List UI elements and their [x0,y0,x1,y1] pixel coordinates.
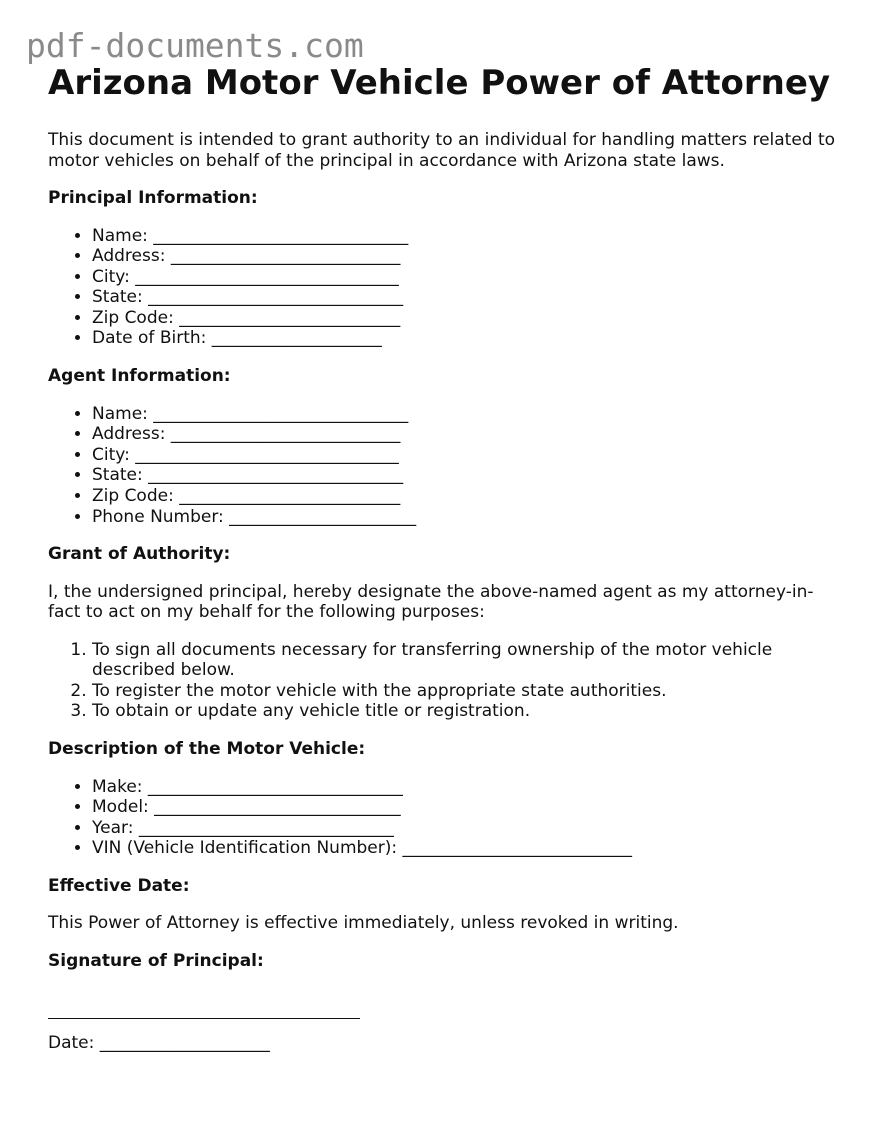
effective-paragraph: This Power of Attorney is effective immediately, unless revoked in writing. [48,913,679,934]
agent-heading: Agent Information: [48,366,231,387]
watermark: pdf-documents.com [26,26,364,65]
grant-heading: Grant of Authority: [48,544,231,565]
purposes-list [48,640,838,722]
principal-heading: Principal Information: [48,188,258,208]
purpose-item: 1. To sign all documents necessary for transferring ownership of the motor vehicle described below. [92,640,838,681]
principal-list [48,226,838,350]
intro-paragraph: This document is intended to grant authority to an individual for handling matters related to motor vehicles on behalf of the principal in accordance with Arizona state laws. [48,130,836,171]
agent-list [48,404,838,528]
document-page [48,62,838,1054]
purpose-item: 2. To register the motor vehicle with the appropriate state authorities. [92,681,838,702]
agent-city-field[interactable]: • City: _______________________________ [92,445,838,466]
principal-dob-field[interactable]: • Date of Birth: ____________________ [92,328,838,349]
document-title: Arizona Motor Vehicle Power of Attorney [48,63,831,103]
vehicle-year-field[interactable]: • Year: ______________________________ [92,818,838,839]
principal-name-field[interactable]: • Name: ______________________________ [92,226,838,247]
grant-paragraph: I, the undersigned principal, hereby designate the above-named agent as my attorney-in-fact to act on my behalf for the following purposes: [48,581,814,623]
vehicle-heading: Description of the Motor Vehicle: [48,739,366,759]
principal-state-field[interactable]: • State: ______________________________ [92,287,838,308]
principal-zip-field[interactable]: • Zip Code: __________________________ [92,308,838,329]
signature-date-field[interactable]: Date: ____________________ [48,1033,270,1054]
signature-heading: Signature of Principal: [48,950,264,971]
principal-city-field[interactable]: • City: _______________________________ [92,267,838,288]
vehicle-list [48,777,838,859]
agent-phone-field[interactable]: • Phone Number: ______________________ [92,507,838,528]
principal-address-field[interactable]: • Address: ___________________________ [92,246,838,267]
vehicle-vin-field[interactable]: • VIN (Vehicle Identification Number): ___________________________ [92,838,838,859]
agent-name-field[interactable]: • Name: ______________________________ [92,404,838,425]
vehicle-make-field[interactable]: • Make: ______________________________ [92,777,838,798]
effective-heading: Effective Date: [48,875,190,896]
agent-state-field[interactable]: • State: ______________________________ [92,465,838,486]
signature-line[interactable] [48,998,360,1019]
agent-zip-field[interactable]: • Zip Code: __________________________ [92,486,838,507]
purpose-item: 3. To obtain or update any vehicle title or registration. [92,701,838,722]
vehicle-model-field[interactable]: • Model: _____________________________ [92,797,838,818]
agent-address-field[interactable]: • Address: ___________________________ [92,424,838,445]
